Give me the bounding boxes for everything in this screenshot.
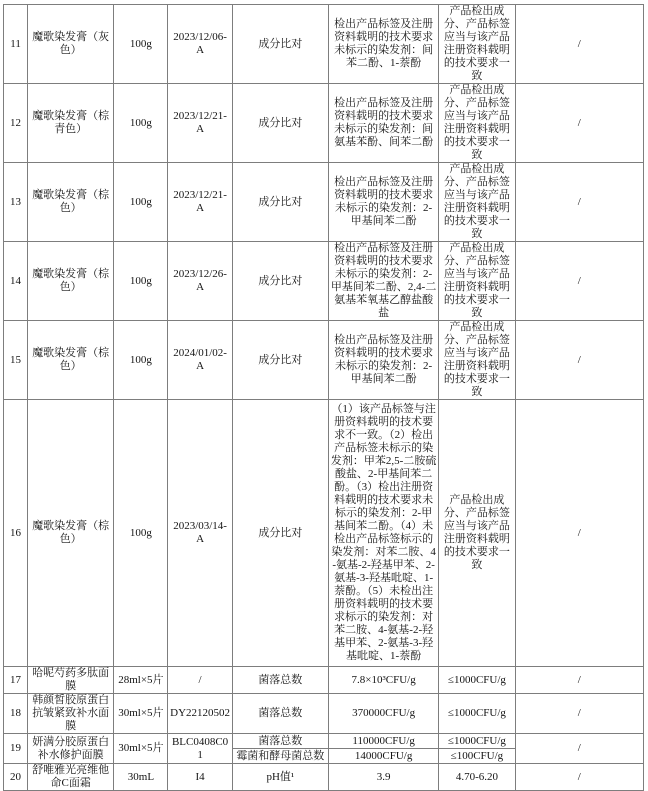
result-cell: 检出产品标签及注册资料载明的技术要求未标示的染发剂：2-甲基间苯二酚 <box>328 321 438 400</box>
product-cell: 舒唯雅光亮维他命C面霜 <box>28 764 114 791</box>
batch-cell: 2023/12/21-A <box>168 84 232 163</box>
result-cell: 检出产品标签及注册资料载明的技术要求未标示的染发剂：间苯二酚、1-萘酚 <box>328 5 438 84</box>
batch-cell: 2023/03/14-A <box>168 400 232 667</box>
result-cell: （1）该产品标签与注册资料载明的技术要求不一致。（2）检出产品标签未标示的染发剂：甲苯2,5-二胺硫酸盐、2-甲基间苯二酚。（3）检出注册资料载明的技术要求未标示的染发剂：2-甲基间苯二酚。（4）未检出产品标签标示的染发剂：对苯二胺、4-氨基-2-羟基甲苯、2-氨基-3-羟基吡啶、1-萘酚。（5）未检出注册资料载明的技术要求标示的染发剂：对苯二胺、4-氨基-2-羟基甲苯、2-氨基-3-羟基吡啶、1-萘酚 <box>328 400 438 667</box>
remark-cell: / <box>515 667 643 694</box>
spec-cell: 100g <box>114 242 168 321</box>
result-cell: 7.8×10³CFU/g <box>328 667 438 694</box>
test-item-cell: 霉菌和酵母菌总数 <box>232 749 328 764</box>
spec-cell: 100g <box>114 84 168 163</box>
table-row <box>4 321 644 400</box>
batch-cell: BLC0408C01 <box>168 734 232 764</box>
standard-cell: ≤100CFU/g <box>439 749 515 764</box>
remark-cell: / <box>515 242 643 321</box>
result-cell: 370000CFU/g <box>328 694 438 734</box>
standard-cell: 产品检出成分、产品标签应当与该产品注册资料载明的技术要求一致 <box>439 5 515 84</box>
test-item-cell: pH值¹ <box>232 764 328 791</box>
standard-cell: 产品检出成分、产品标签应当与该产品注册资料载明的技术要求一致 <box>439 321 515 400</box>
spec-cell: 100g <box>114 5 168 84</box>
product-cell: 魔歌染发膏（棕色） <box>28 321 114 400</box>
seq-cell: 12 <box>4 84 28 163</box>
standard-cell: 产品检出成分、产品标签应当与该产品注册资料载明的技术要求一致 <box>439 242 515 321</box>
test-item-cell: 成分比对 <box>232 400 328 667</box>
result-cell: 检出产品标签及注册资料载明的技术要求未标示的染发剂：2-甲基间苯二酚 <box>328 163 438 242</box>
seq-cell: 20 <box>4 764 28 791</box>
seq-cell: 19 <box>4 734 28 764</box>
batch-cell: 2023/12/26-A <box>168 242 232 321</box>
seq-cell: 17 <box>4 667 28 694</box>
product-cell: 哈呢芍药多肽面膜 <box>28 667 114 694</box>
batch-cell: DY22120502 <box>168 694 232 734</box>
remark-cell: / <box>515 5 643 84</box>
batch-cell: I4 <box>168 764 232 791</box>
table-row <box>4 694 644 734</box>
spec-cell: 28ml×5片 <box>114 667 168 694</box>
seq-cell: 11 <box>4 5 28 84</box>
spec-cell: 30mL <box>114 764 168 791</box>
standard-cell: 产品检出成分、产品标签应当与该产品注册资料载明的技术要求一致 <box>439 163 515 242</box>
table-row <box>4 667 644 694</box>
remark-cell: / <box>515 321 643 400</box>
result-cell: 110000CFU/g <box>328 734 438 749</box>
standard-cell: ≤1000CFU/g <box>439 667 515 694</box>
result-cell: 14000CFU/g <box>328 749 438 764</box>
remark-cell: / <box>515 764 643 791</box>
product-cell: 魔歌染发膏（棕色） <box>28 242 114 321</box>
seq-cell: 18 <box>4 694 28 734</box>
batch-cell: 2024/01/02-A <box>168 321 232 400</box>
table-row <box>4 5 644 84</box>
batch-cell: / <box>168 667 232 694</box>
remark-cell: / <box>515 400 643 667</box>
batch-cell: 2023/12/06-A <box>168 5 232 84</box>
test-item-cell: 菌落总数 <box>232 667 328 694</box>
test-item-cell: 成分比对 <box>232 5 328 84</box>
test-item-cell: 菌落总数 <box>232 734 328 749</box>
test-item-cell: 成分比对 <box>232 163 328 242</box>
result-cell: 检出产品标签及注册资料载明的技术要求未标示的染发剂：2-甲基间苯二酚、2,4-二氨基苯氧基乙醇盐酸盐 <box>328 242 438 321</box>
result-cell: 检出产品标签及注册资料载明的技术要求未标示的染发剂：间氨基苯酚、间苯二酚 <box>328 84 438 163</box>
remark-cell: / <box>515 694 643 734</box>
table-row <box>4 400 644 667</box>
test-item-cell: 成分比对 <box>232 242 328 321</box>
remark-cell: / <box>515 734 643 764</box>
standard-cell: 产品检出成分、产品标签应当与该产品注册资料载明的技术要求一致 <box>439 84 515 163</box>
product-cell: 韩颜皙胶原蛋白抗皱紧致补水面膜 <box>28 694 114 734</box>
spec-cell: 100g <box>114 400 168 667</box>
standard-cell: 4.70-6.20 <box>439 764 515 791</box>
product-cell: 魔歌染发膏（灰色） <box>28 5 114 84</box>
product-cell: 魔歌染发膏（棕色） <box>28 400 114 667</box>
seq-cell: 16 <box>4 400 28 667</box>
table-row <box>4 242 644 321</box>
spec-cell: 30ml×5片 <box>114 694 168 734</box>
inspection-results-table <box>3 4 644 791</box>
spec-cell: 100g <box>114 163 168 242</box>
standard-cell: ≤1000CFU/g <box>439 734 515 749</box>
standard-cell: 产品检出成分、产品标签应当与该产品注册资料载明的技术要求一致 <box>439 400 515 667</box>
table-row <box>4 163 644 242</box>
result-cell: 3.9 <box>328 764 438 791</box>
test-item-cell: 成分比对 <box>232 84 328 163</box>
seq-cell: 14 <box>4 242 28 321</box>
test-item-cell: 成分比对 <box>232 321 328 400</box>
seq-cell: 13 <box>4 163 28 242</box>
seq-cell: 15 <box>4 321 28 400</box>
spec-cell: 100g <box>114 321 168 400</box>
remark-cell: / <box>515 84 643 163</box>
product-cell: 妍满分胶原蛋白补水修护面膜 <box>28 734 114 764</box>
product-cell: 魔歌染发膏（棕色） <box>28 163 114 242</box>
table-row <box>4 764 644 791</box>
batch-cell: 2023/12/21-A <box>168 163 232 242</box>
table-row <box>4 734 644 749</box>
table-row <box>4 84 644 163</box>
remark-cell: / <box>515 163 643 242</box>
test-item-cell: 菌落总数 <box>232 694 328 734</box>
standard-cell: ≤1000CFU/g <box>439 694 515 734</box>
product-cell: 魔歌染发膏（棕青色） <box>28 84 114 163</box>
spec-cell: 30ml×5片 <box>114 734 168 764</box>
